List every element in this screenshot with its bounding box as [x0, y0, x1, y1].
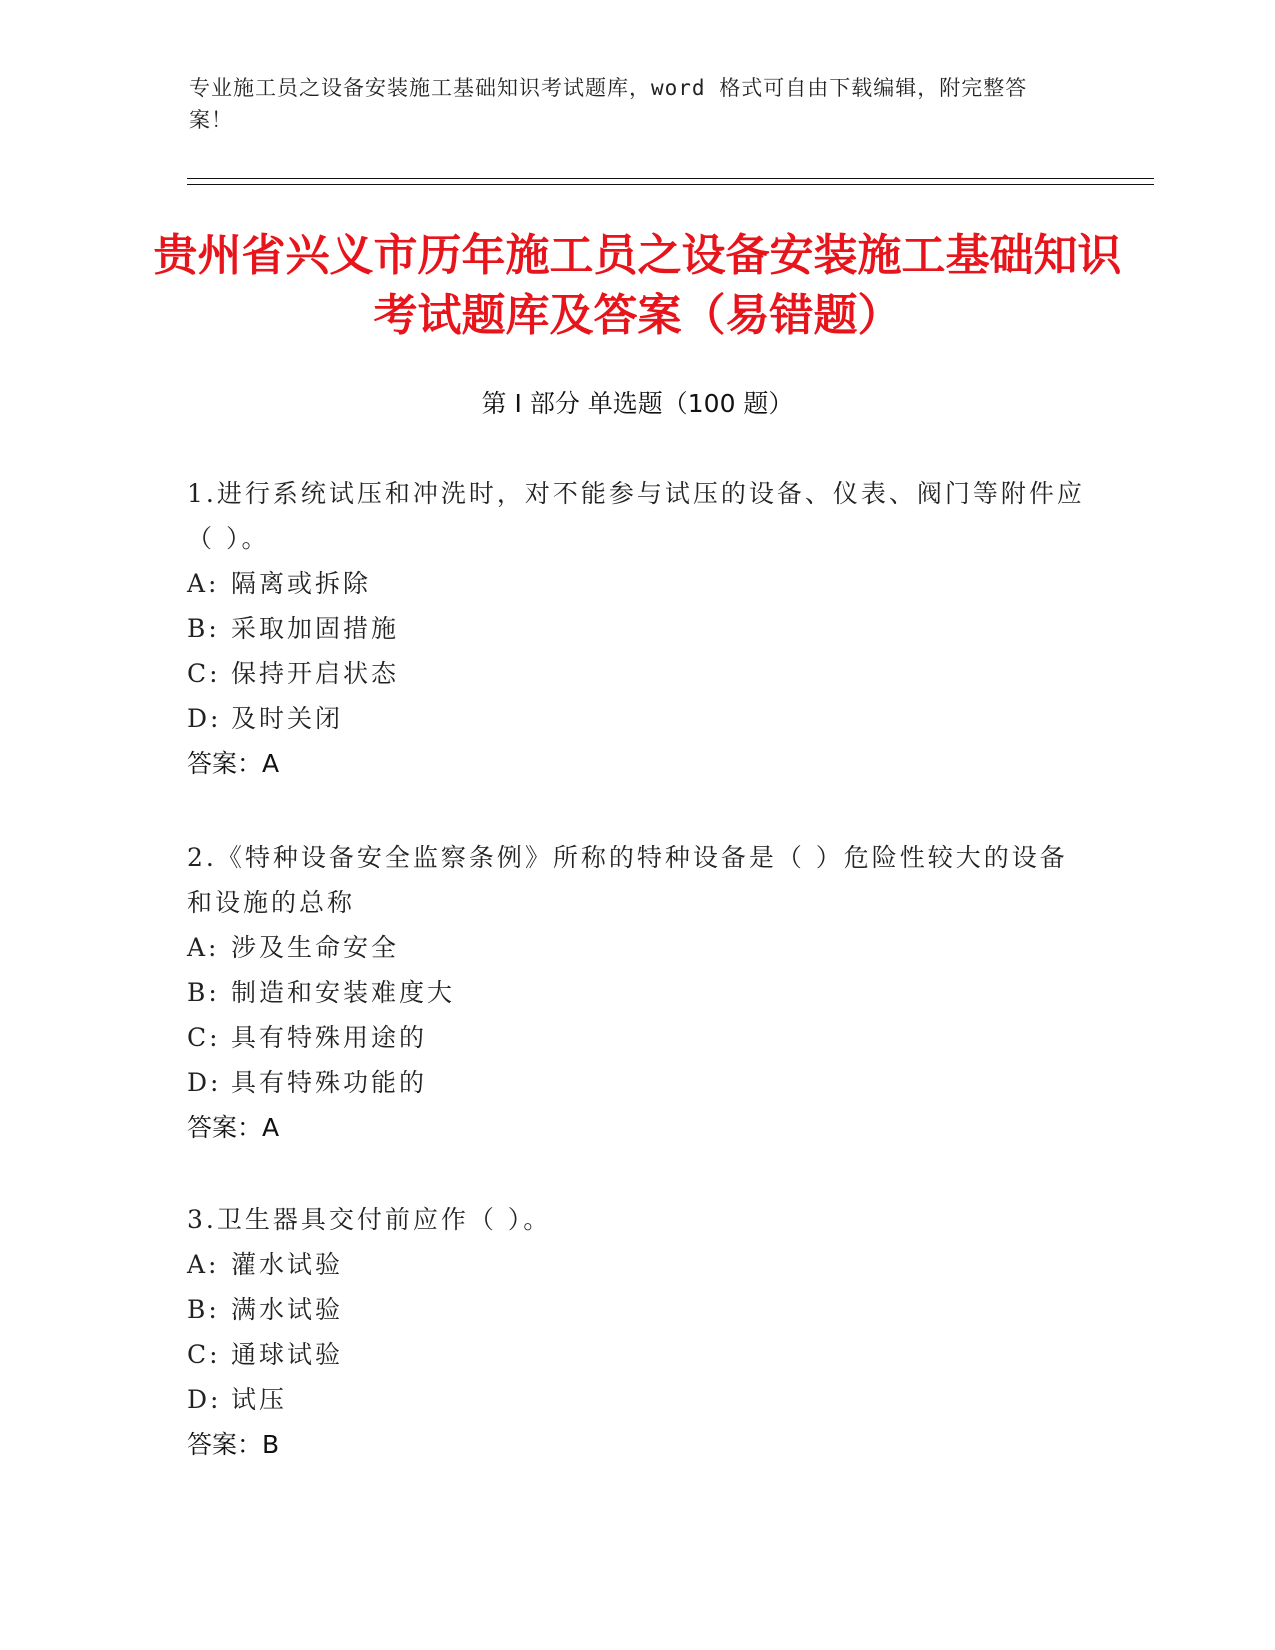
section-heading: 第 I 部分 单选题（100 题） — [481, 389, 794, 418]
question-stem: 1.进行系统试压和冲洗时，对不能参与试压的设备、仪表、阀门等附件应（ ）。 — [187, 479, 1085, 553]
option-text: 保持开启状态 — [231, 659, 400, 688]
option-text: 隔离或拆除 — [231, 569, 372, 598]
option-text: 通球试验 — [231, 1340, 344, 1369]
option-text: 试压 — [231, 1385, 288, 1414]
option-letter: D: — [187, 704, 222, 733]
option-letter: D: — [187, 1385, 222, 1414]
option-letter: A: — [187, 1250, 220, 1279]
option-a — [187, 561, 1087, 606]
option-b — [187, 606, 1087, 651]
option-text: 灌水试验 — [231, 1250, 344, 1279]
question-3 — [187, 1197, 1087, 1467]
question-stem: 3.卫生器具交付前应作（ ）。 — [187, 1205, 552, 1234]
header-note: 专业施工员之设备安装施工基础知识考试题库，word 格式可自由下载编辑，附完整答案！ — [189, 76, 1028, 132]
answer: 答案：A — [187, 749, 280, 778]
option-b — [187, 1287, 1087, 1332]
option-d — [187, 1060, 1087, 1105]
option-a — [187, 925, 1087, 970]
option-text: 采取加固措施 — [231, 614, 400, 643]
option-text: 具有特殊用途的 — [231, 1023, 428, 1052]
option-c — [187, 1332, 1087, 1377]
option-b — [187, 970, 1087, 1015]
option-letter: B: — [187, 1295, 220, 1324]
document-title: 贵州省兴义市历年施工员之设备安装施工基础知识考试题库及答案（易错题） — [153, 230, 1122, 341]
option-letter: D: — [187, 1068, 222, 1097]
option-text: 具有特殊功能的 — [231, 1068, 428, 1097]
option-letter: B: — [187, 978, 220, 1007]
header-rule-top — [187, 178, 1154, 179]
option-text: 制造和安装难度大 — [231, 978, 456, 1007]
option-letter: A: — [187, 569, 220, 598]
option-letter: B: — [187, 614, 220, 643]
option-text: 涉及生命安全 — [231, 933, 400, 962]
question-stem: 2.《特种设备安全监察条例》所称的特种设备是（ ）危险性较大的设备和设施的总称 — [187, 843, 1068, 917]
option-letter: C: — [187, 1023, 221, 1052]
option-letter: A: — [187, 933, 220, 962]
option-d — [187, 696, 1087, 741]
option-letter: C: — [187, 1340, 221, 1369]
option-c — [187, 651, 1087, 696]
question-1 — [187, 471, 1087, 786]
option-d — [187, 1377, 1087, 1422]
option-text: 满水试验 — [231, 1295, 344, 1324]
option-letter: C: — [187, 659, 221, 688]
option-a — [187, 1242, 1087, 1287]
option-c — [187, 1015, 1087, 1060]
option-text: 及时关闭 — [231, 704, 344, 733]
answer: 答案：A — [187, 1113, 280, 1142]
answer: 答案：B — [187, 1430, 280, 1459]
question-2 — [187, 835, 1087, 1150]
header-rule-bottom — [187, 184, 1154, 185]
